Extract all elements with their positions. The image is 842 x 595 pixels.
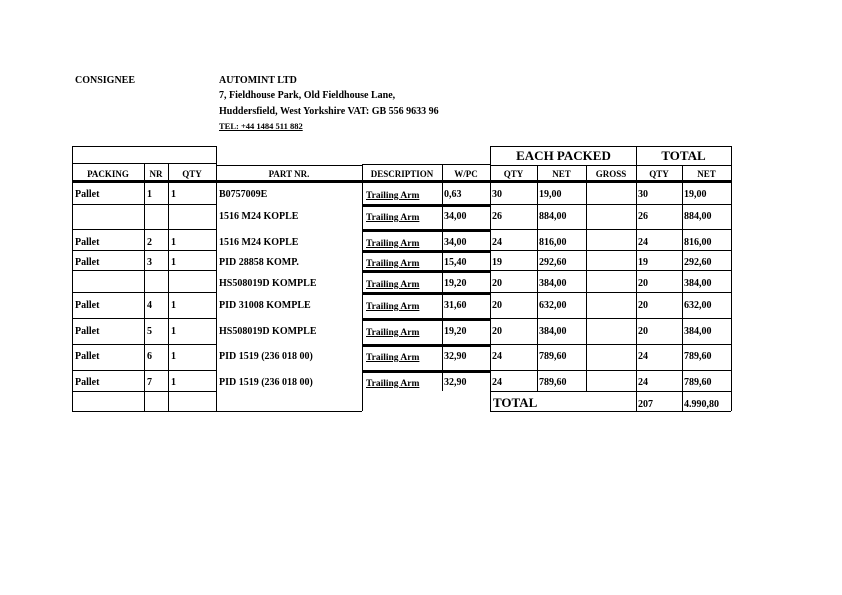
cell-wpc: 15,40 bbox=[444, 257, 467, 268]
grid-line bbox=[72, 146, 73, 411]
cell-tqty: 24 bbox=[638, 237, 648, 248]
grid-line bbox=[490, 370, 731, 371]
cell-part: HS508019D KOMPLE bbox=[219, 326, 317, 337]
grid-line bbox=[362, 318, 490, 321]
col-header-packing: PACKING bbox=[87, 169, 129, 179]
cell-enet: 384,00 bbox=[539, 278, 567, 289]
cell-wpc: 32,90 bbox=[444, 351, 467, 362]
cell-packing: Pallet bbox=[75, 326, 100, 337]
grid-line bbox=[490, 344, 731, 345]
cell-part: 1516 M24 KOPLE bbox=[219, 237, 299, 248]
col-header-part: PART NR. bbox=[268, 169, 310, 179]
cell-qty: 1 bbox=[171, 237, 176, 248]
cell-eqty: 20 bbox=[492, 278, 502, 289]
grid-line bbox=[490, 318, 731, 319]
grid-line bbox=[216, 411, 362, 412]
grid-line bbox=[72, 146, 216, 147]
cell-enet: 789,60 bbox=[539, 351, 567, 362]
cell-qty: 1 bbox=[171, 326, 176, 337]
cell-nr: 2 bbox=[147, 237, 152, 248]
consignee-address-line2: Huddersfield, West Yorkshire VAT: GB 556 9633 96 bbox=[219, 106, 439, 117]
cell-wpc: 31,60 bbox=[444, 300, 467, 311]
col-header-description: DESCRIPTION bbox=[370, 169, 434, 179]
cell-wpc: 34,00 bbox=[444, 211, 467, 222]
grid-line bbox=[537, 165, 538, 391]
col-header-each-qty: QTY bbox=[503, 169, 524, 179]
grid-line bbox=[490, 292, 731, 293]
grid-line bbox=[72, 180, 731, 183]
cell-enet: 292,60 bbox=[539, 257, 567, 268]
grid-line bbox=[362, 229, 490, 232]
cell-nr: 3 bbox=[147, 257, 152, 268]
each-packed-header: EACH PACKED bbox=[516, 148, 611, 163]
cell-desc: Trailing Arm bbox=[366, 213, 420, 223]
col-header-qty: QTY bbox=[182, 169, 202, 179]
total-qty-value: 207 bbox=[638, 399, 653, 410]
cell-packing: Pallet bbox=[75, 377, 100, 388]
grid-line bbox=[362, 204, 490, 207]
grid-line bbox=[362, 370, 490, 373]
cell-packing: Pallet bbox=[75, 189, 100, 200]
cell-tnet: 789,60 bbox=[684, 377, 712, 388]
grid-line bbox=[362, 344, 490, 347]
consignee-tel: TEL: +44 1484 511 882 bbox=[219, 121, 303, 131]
grid-line bbox=[490, 204, 731, 205]
col-header-wpc: W/PC bbox=[454, 169, 478, 179]
cell-eqty: 30 bbox=[492, 189, 502, 200]
cell-enet: 384,00 bbox=[539, 326, 567, 337]
cell-nr: 7 bbox=[147, 377, 152, 388]
grid-line bbox=[490, 391, 731, 392]
grid-line bbox=[362, 164, 490, 165]
grid-line bbox=[490, 270, 731, 271]
grid-line bbox=[362, 292, 490, 295]
cell-tqty: 24 bbox=[638, 377, 648, 388]
grid-line bbox=[586, 165, 587, 391]
cell-part: 1516 M24 KOPLE bbox=[219, 211, 299, 222]
grid-line bbox=[490, 229, 731, 230]
cell-tnet: 789,60 bbox=[684, 351, 712, 362]
cell-wpc: 0,63 bbox=[444, 189, 462, 200]
grid-line bbox=[682, 165, 683, 411]
cell-part: PID 28858 KOMP. bbox=[219, 257, 299, 268]
cell-wpc: 32,90 bbox=[444, 377, 467, 388]
cell-enet: 789,60 bbox=[539, 377, 567, 388]
consignee-address-line1: 7, Fieldhouse Park, Old Fieldhouse Lane, bbox=[219, 90, 396, 101]
cell-tnet: 19,00 bbox=[684, 189, 707, 200]
total-label: TOTAL bbox=[493, 395, 538, 410]
consignee-name: AUTOMINT LTD bbox=[219, 75, 297, 86]
cell-tqty: 20 bbox=[638, 300, 648, 311]
cell-enet: 884,00 bbox=[539, 211, 567, 222]
cell-eqty: 24 bbox=[492, 351, 502, 362]
col-header-each-net: NET bbox=[552, 169, 571, 179]
cell-desc: Trailing Arm bbox=[366, 239, 420, 249]
grid-line bbox=[636, 146, 637, 411]
total-header: TOTAL bbox=[661, 148, 706, 163]
cell-tqty: 24 bbox=[638, 351, 648, 362]
grid-line bbox=[490, 250, 731, 251]
col-header-each-gross: GROSS bbox=[595, 169, 627, 179]
cell-wpc: 19,20 bbox=[444, 326, 467, 337]
cell-tnet: 884,00 bbox=[684, 211, 712, 222]
cell-tnet: 816,00 bbox=[684, 237, 712, 248]
cell-tnet: 632,00 bbox=[684, 300, 712, 311]
cell-tqty: 30 bbox=[638, 189, 648, 200]
grid-line bbox=[72, 411, 216, 412]
grid-line bbox=[442, 164, 443, 391]
cell-packing: Pallet bbox=[75, 237, 100, 248]
cell-part: HS508019D KOMPLE bbox=[219, 278, 317, 289]
cell-eqty: 20 bbox=[492, 300, 502, 311]
cell-nr: 4 bbox=[147, 300, 152, 311]
cell-wpc: 19,20 bbox=[444, 278, 467, 289]
cell-tnet: 384,00 bbox=[684, 278, 712, 289]
col-header-nr: NR bbox=[149, 169, 163, 179]
grid-line bbox=[216, 165, 362, 166]
cell-nr: 5 bbox=[147, 326, 152, 337]
cell-enet: 632,00 bbox=[539, 300, 567, 311]
cell-eqty: 20 bbox=[492, 326, 502, 337]
cell-enet: 816,00 bbox=[539, 237, 567, 248]
cell-packing: Pallet bbox=[75, 300, 100, 311]
cell-eqty: 19 bbox=[492, 257, 502, 268]
cell-part: PID 31008 KOMPLE bbox=[219, 300, 311, 311]
cell-desc: Trailing Arm bbox=[366, 353, 420, 363]
grid-line bbox=[362, 250, 490, 253]
cell-eqty: 26 bbox=[492, 211, 502, 222]
total-net-value: 4.990,80 bbox=[684, 399, 719, 410]
cell-desc: Trailing Arm bbox=[366, 302, 420, 312]
cell-tqty: 20 bbox=[638, 278, 648, 289]
cell-tqty: 20 bbox=[638, 326, 648, 337]
grid-line bbox=[362, 270, 490, 273]
cell-tqty: 19 bbox=[638, 257, 648, 268]
grid-line bbox=[490, 146, 731, 147]
cell-enet: 19,00 bbox=[539, 189, 562, 200]
cell-packing: Pallet bbox=[75, 351, 100, 362]
grid-line bbox=[168, 163, 169, 411]
cell-part: PID 1519 (236 018 00) bbox=[219, 377, 313, 388]
cell-nr: 1 bbox=[147, 189, 152, 200]
cell-qty: 1 bbox=[171, 300, 176, 311]
grid-line bbox=[490, 411, 731, 412]
cell-tnet: 384,00 bbox=[684, 326, 712, 337]
cell-tnet: 292,60 bbox=[684, 257, 712, 268]
consignee-label: CONSIGNEE bbox=[75, 75, 136, 86]
cell-qty: 1 bbox=[171, 189, 176, 200]
cell-part: PID 1519 (236 018 00) bbox=[219, 351, 313, 362]
cell-desc: Trailing Arm bbox=[366, 280, 420, 290]
cell-desc: Trailing Arm bbox=[366, 328, 420, 338]
grid-line bbox=[731, 146, 732, 411]
col-header-total-net: NET bbox=[697, 169, 716, 179]
cell-nr: 6 bbox=[147, 351, 152, 362]
grid-line bbox=[490, 165, 731, 166]
grid-line bbox=[216, 146, 217, 411]
cell-eqty: 24 bbox=[492, 377, 502, 388]
cell-qty: 1 bbox=[171, 257, 176, 268]
cell-wpc: 34,00 bbox=[444, 237, 467, 248]
cell-tqty: 26 bbox=[638, 211, 648, 222]
cell-desc: Trailing Arm bbox=[366, 259, 420, 269]
cell-eqty: 24 bbox=[492, 237, 502, 248]
grid-line bbox=[144, 163, 145, 411]
grid-line bbox=[362, 165, 363, 411]
cell-desc: Trailing Arm bbox=[366, 191, 420, 201]
cell-part: B0757009E bbox=[219, 189, 268, 200]
cell-qty: 1 bbox=[171, 377, 176, 388]
cell-qty: 1 bbox=[171, 351, 176, 362]
col-header-total-qty: QTY bbox=[649, 169, 669, 179]
grid-line bbox=[490, 146, 491, 411]
cell-desc: Trailing Arm bbox=[366, 379, 420, 389]
cell-packing: Pallet bbox=[75, 257, 100, 268]
